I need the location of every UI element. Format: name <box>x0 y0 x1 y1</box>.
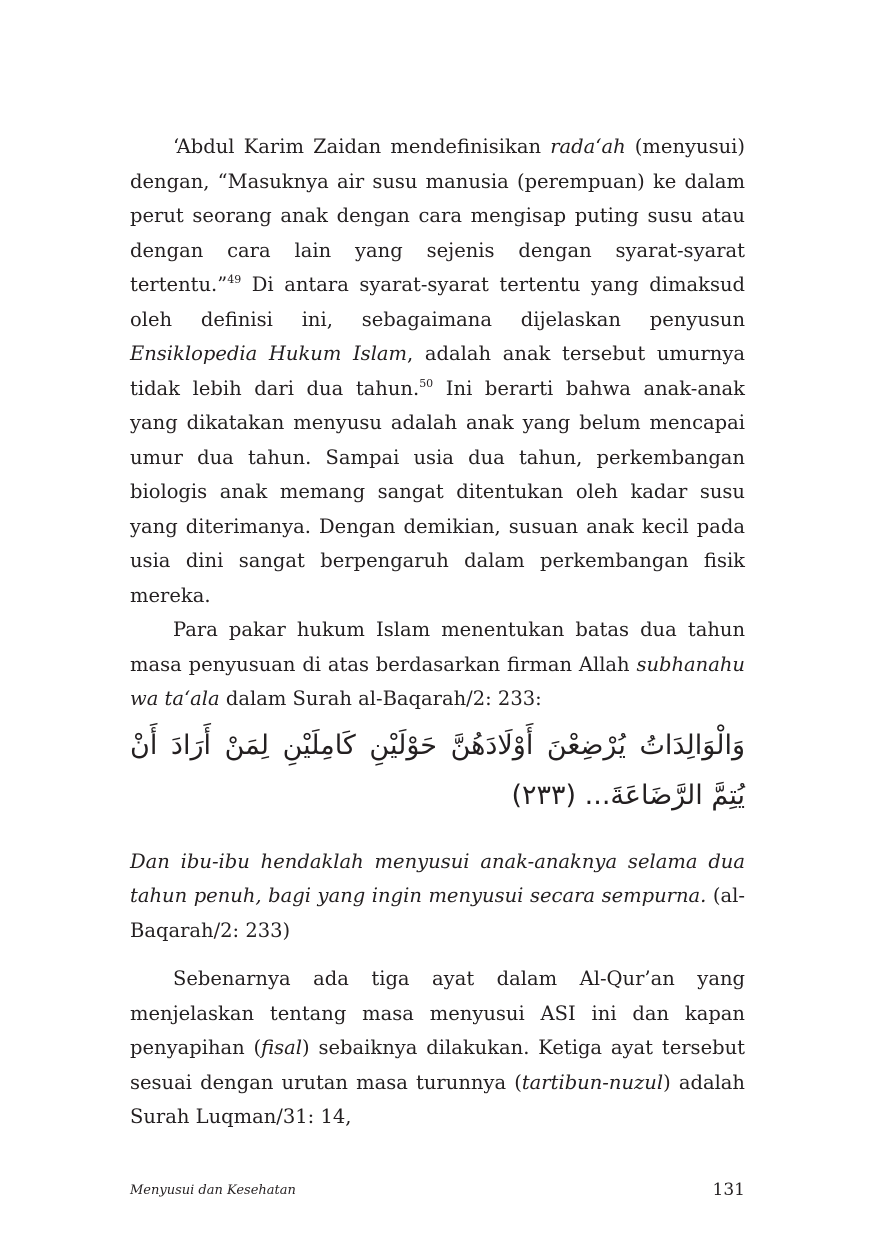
italic-term: fisal <box>261 1036 303 1059</box>
text-run: ) adalah Surah Luqman/31: 14, <box>130 1070 745 1128</box>
verse-reference: (al-Baqarah/2: 233) <box>130 884 745 942</box>
page-number: 131 <box>712 1180 745 1200</box>
text-run: (menyusui) dengan, “Masuknya air susu manusia (perempuan) ke dalam perut seorang anak dengan cara mengisap puting susu atau dengan cara lain yang sejenis dengan syarat-syarat tertentu.” <box>130 135 745 296</box>
text-run: Ini berarti bahwa anak-anak yang dikatakan menyusu adalah anak yang belum mencapai umur dua tahun. Sampai usia dua tahun, perkembangan biologis anak memang sangat ditentukan oleh kadar susu yang diterimanya. Dengan demikian, susuan anak kecil pada usia dini sangat berpengaruh dalam perkembangan fisik mereka. <box>130 376 745 607</box>
text-run: Di antara syarat-syarat tertentu yang dimaksud oleh definisi ini, sebagaimana dijelaskan penyusun <box>130 273 745 331</box>
footnote-ref-50[interactable]: 50 <box>419 376 434 390</box>
italic-term: Ensiklopedia Hukum Islam <box>130 342 408 365</box>
page-footer <box>130 1180 745 1204</box>
text-run: Para pakar hukum Islam menentukan batas dua tahun masa penyusuan di atas berdasarkan firman Allah <box>130 618 745 676</box>
paragraph-three-verses <box>130 962 745 1135</box>
text-run: , adalah anak tersebut umurnya tidak lebih dari dua tahun. <box>130 342 745 400</box>
paragraph-definition <box>130 130 745 613</box>
text-run: dalam Surah al-Baqarah/2: 233: <box>219 687 542 710</box>
italic-term: rada‘ah <box>550 135 626 158</box>
verse-translation <box>130 845 745 949</box>
italic-translation: Dan ibu-ibu hendaklah menyusui anak-anaknya selama dua tahun penuh, bagi yang ingin menyusui secara sempurna. <box>130 849 745 907</box>
arabic-verse: وَالْوَالِدَاتُ يُرْضِعْنَ أَوْلَادَهُنَّ حَوْلَيْنِ كَامِلَيْنِ لِمَنْ أَرَادَ أَنْ يُتِمَّ الرَّضَاعَةَ... (٢٣٣) <box>130 729 745 811</box>
italic-term: tartibun-nuzul <box>521 1070 664 1094</box>
text-run: ) sebaiknya dilakukan. Ketiga ayat tersebut sesuai dengan urutan masa turunnya ( <box>130 1036 745 1094</box>
italic-term: subhanahu wa ta‘ala <box>130 652 745 710</box>
footnote-ref-49[interactable]: 49 <box>227 273 242 286</box>
running-footer-title: Menyusui dan Kesehatan <box>130 1183 296 1198</box>
text-run: Sebenarnya ada tiga ayat dalam Al-Qur’an yang menjelaskan tentang masa menyusui ASI ini dan kapan penyapihan ( <box>130 967 745 1059</box>
paragraph-surah-intro <box>130 613 745 717</box>
text-run: ‘Abdul Karim Zaidan mendefinisikan <box>173 135 551 158</box>
main-text <box>130 130 745 1135</box>
